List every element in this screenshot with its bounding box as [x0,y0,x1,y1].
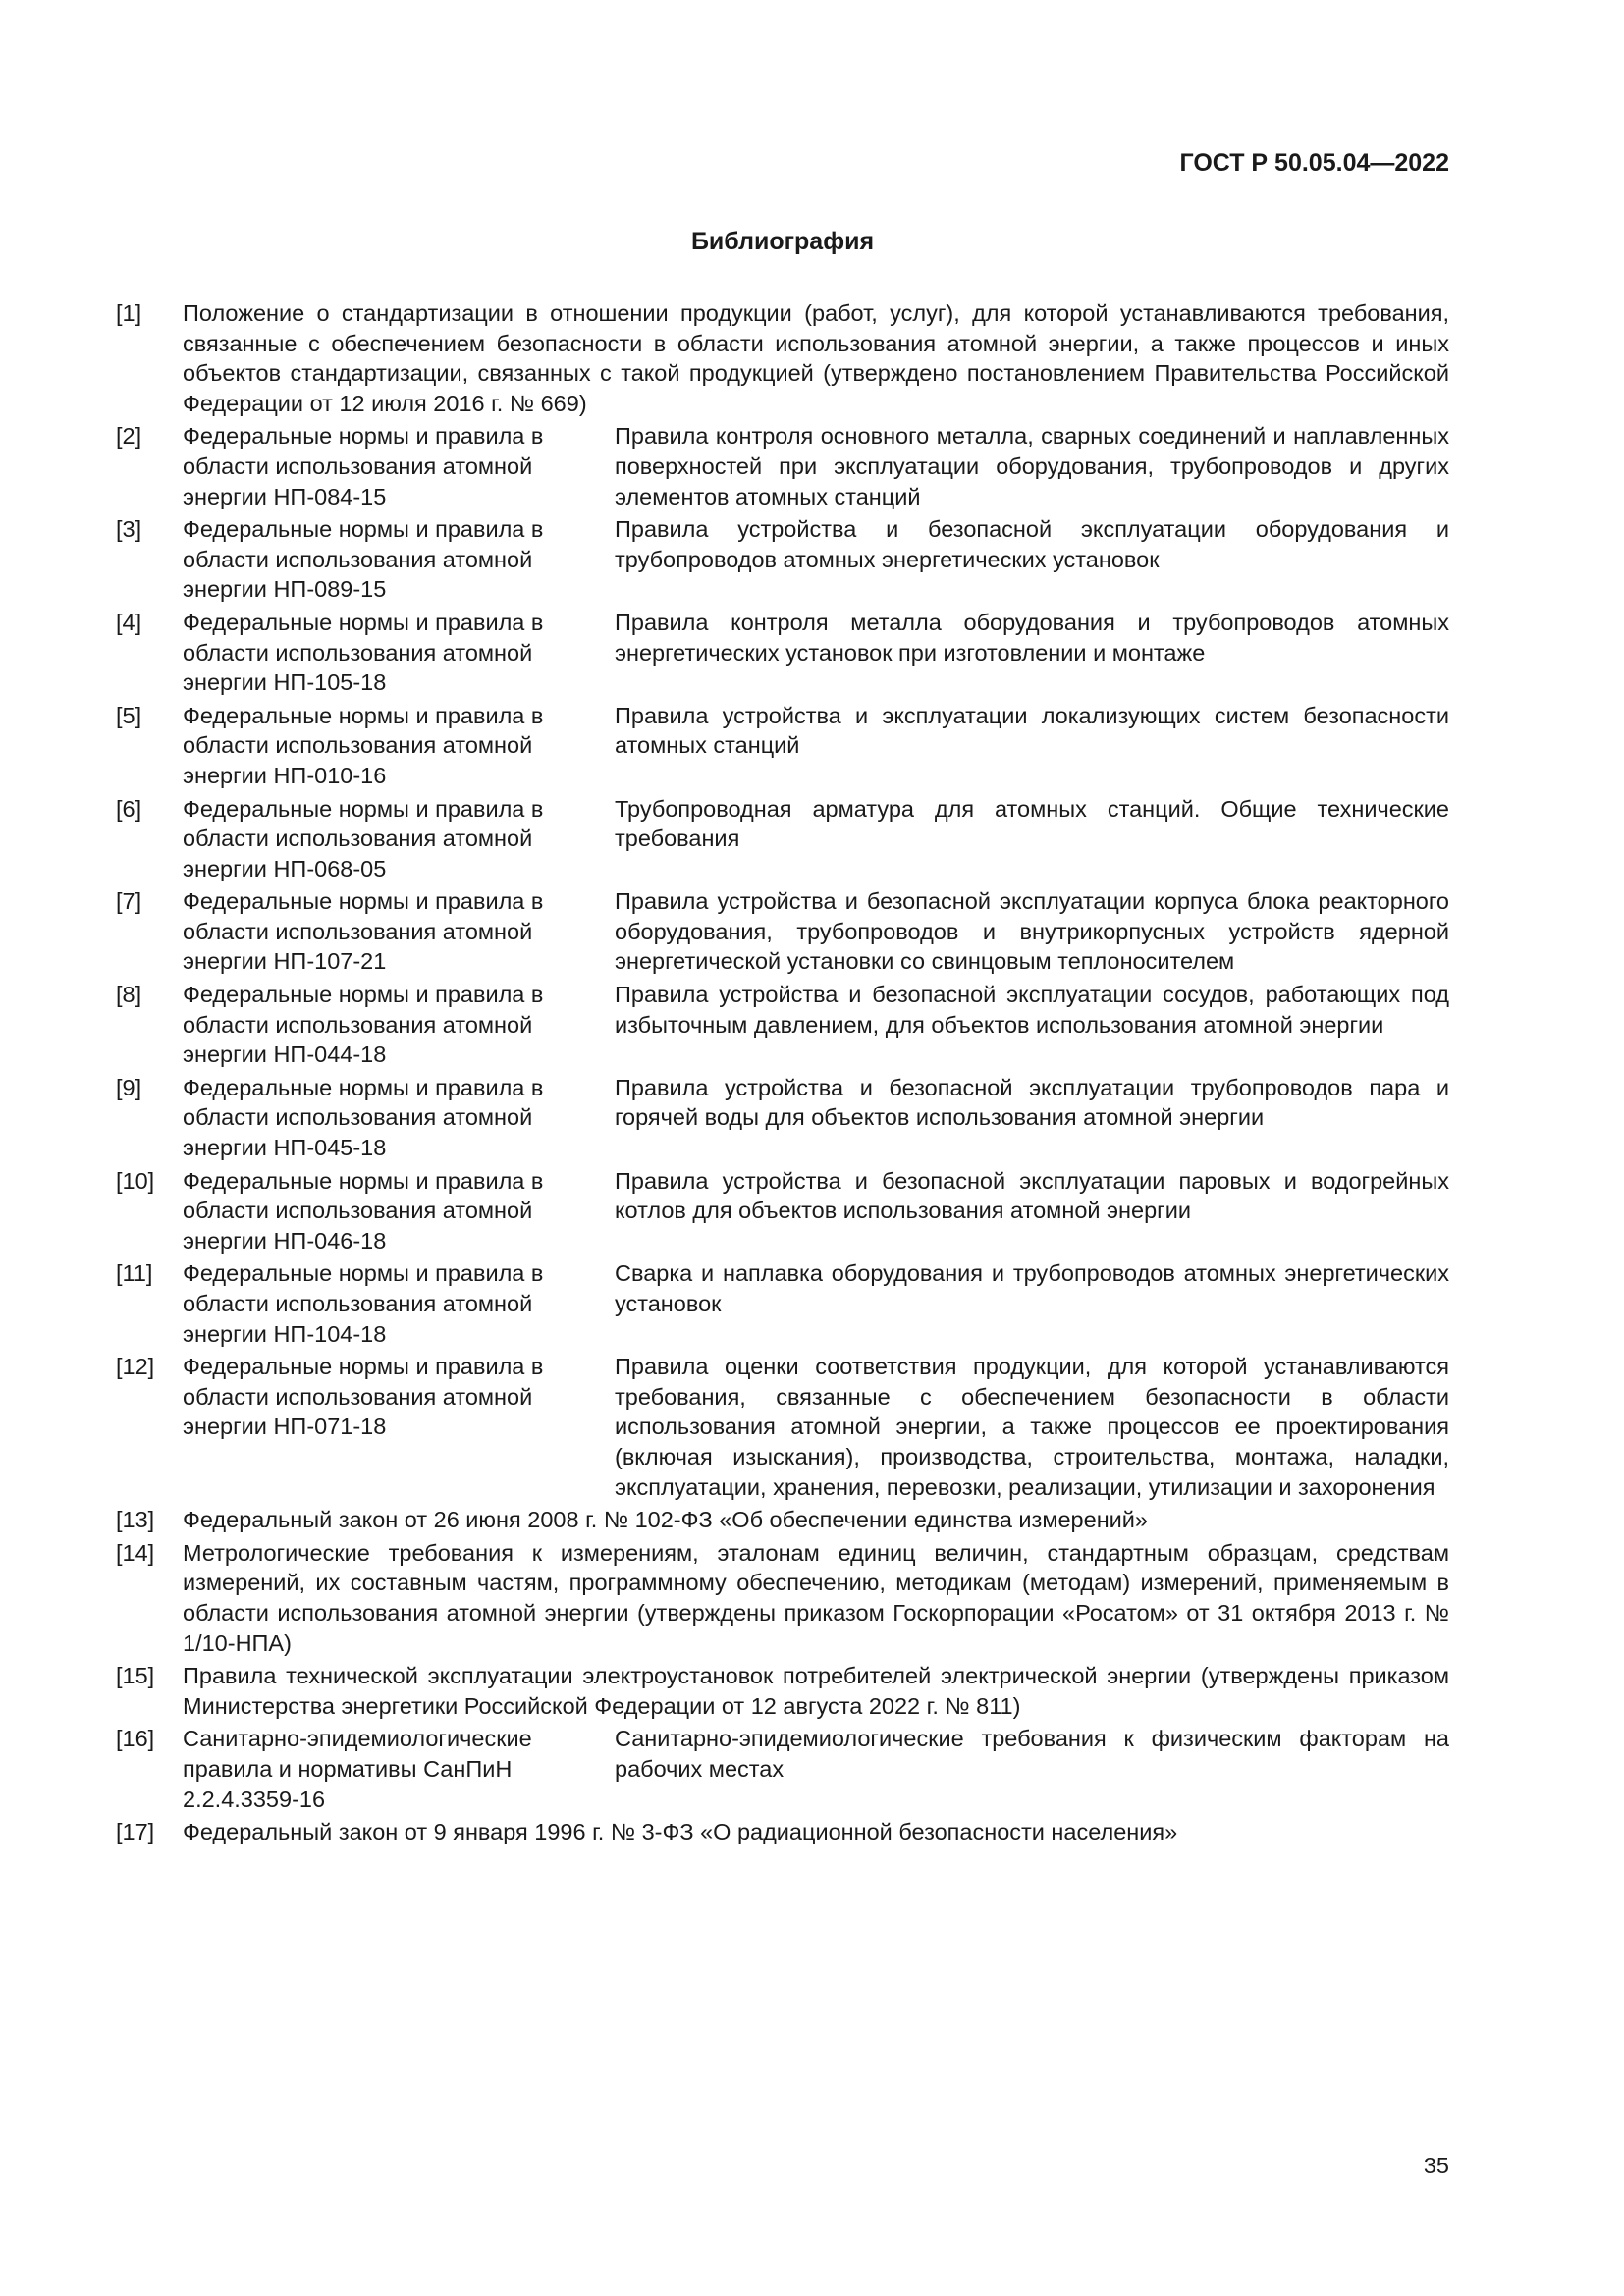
entry-document-title: Федеральные нормы и правила в области использования атомной энергии НП-010-16 [183,702,544,788]
bibliography-entry-7 [116,886,1449,977]
entry-description: Правила контроля металла оборудования и трубопроводов атомных энергетических установок при изготовлении и монтаже [615,609,1449,666]
bibliography-entry-10 [116,1166,1449,1256]
entry-document-title: Федеральные нормы и правила в области использования атомной энергии НП-044-18 [183,982,544,1068]
entry-document-title: Федеральные нормы и правила в области использования атомной энергии НП-084-15 [183,423,544,509]
entry-number: [10] [116,1167,155,1194]
bibliography-entry-11 [116,1258,1449,1349]
page-number: 35 [1423,2153,1449,2178]
entry-document-title: Федеральные нормы и правила в области использования атомной энергии НП-045-18 [183,1074,544,1161]
entry-number: [9] [116,1074,142,1100]
entry-number: [17] [116,1819,155,1845]
bibliography-entry-13 [116,1505,1449,1535]
entry-number: [2] [116,423,142,450]
entry-description: Правила оценки соответствия продукции, для которой устанавливаются требования, связанные с обеспечением безопасности в области использования атомной энергии, а также процессов ее проектирования (включая изыскания), производства, строительства, монтажа, наладки, эксплуатации, хранения, перевозки, реализации, утилизации и захоронения [615,1354,1449,1500]
bibliography-entry-2 [116,421,1449,511]
entry-description: Правила устройства и безопасной эксплуатации паровых и водогрейных котлов для объектов использования атомной энергии [615,1167,1449,1224]
entry-number: [16] [116,1726,155,1752]
entry-number: [12] [116,1354,155,1380]
entry-text: Федеральный закон от 9 января 1996 г. № 3-ФЗ «О радиационной безопасности населения» [183,1819,1178,1845]
entry-description: Правила контроля основного металла, сварных соединений и наплавленных поверхностей при эксплуатации оборудования, трубопроводов и других элементов атомных станций [615,423,1449,509]
entry-document-title: Федеральные нормы и правила в области использования атомной энергии НП-105-18 [183,609,544,696]
bibliography-entry-1 [116,298,1449,418]
bibliography-entry-17 [116,1817,1449,1847]
bibliography-entry-8 [116,980,1449,1070]
entry-document-title: Санитарно-эпидемиологические правила и нормативы СанПиН 2.2.4.3359-16 [183,1726,532,1812]
entry-number: [5] [116,702,142,728]
entry-number: [6] [116,795,142,822]
entry-text: Положение о стандартизации в отношении продукции (работ, услуг), для которой устанавливаются требования, связанные с обеспечением безопасности в области использования атомной энергии, а также процессов и иных объектов стандартизации, связанных с такой продукцией (утверждено постановлением Правительства Российской Федерации от 12 июля 2016 г. № 669) [183,300,1449,416]
entry-document-title: Федеральные нормы и правила в области использования атомной энергии НП-046-18 [183,1167,544,1254]
bibliography-entry-5 [116,701,1449,791]
bibliography-entry-14 [116,1538,1449,1658]
bibliography-entry-9 [116,1073,1449,1163]
entry-text: Федеральный закон от 26 июня 2008 г. № 102-ФЗ «Об обеспечении единства измерений» [183,1507,1148,1533]
entry-document-title: Федеральные нормы и правила в области использования атомной энергии НП-068-05 [183,795,544,881]
entry-description: Сварка и наплавка оборудования и трубопроводов атомных энергетических установок [615,1260,1449,1316]
bibliography-entry-12 [116,1352,1449,1502]
entry-number: [3] [116,516,142,543]
entry-document-title: Федеральные нормы и правила в области использования атомной энергии НП-107-21 [183,888,544,975]
bibliography-entry-3 [116,514,1449,605]
entry-description: Правила устройства и эксплуатации локализующих систем безопасности атомных станций [615,702,1449,759]
standard-designation: ГОСТ Р 50.05.04—2022 [1179,149,1449,177]
entry-number: [1] [116,300,142,326]
entry-description: Трубопроводная арматура для атомных станций. Общие технические требования [615,795,1449,852]
bibliography-entry-16 [116,1724,1449,1814]
entry-text: Правила технической эксплуатации электроустановок потребителей электрической энергии (утверждены приказом Министерства энергетики Российской Федерации от 12 августа 2022 г. № 811) [183,1663,1449,1719]
entry-number: [15] [116,1663,155,1689]
bibliography-list [116,298,1449,1850]
entry-document-title: Федеральные нормы и правила в области использования атомной энергии НП-104-18 [183,1260,544,1347]
entry-number: [13] [116,1507,155,1533]
page-title: Библиография [690,228,875,255]
entry-document-title: Федеральные нормы и правила в области использования атомной энергии НП-089-15 [183,516,544,603]
bibliography-entry-6 [116,794,1449,884]
entry-description: Правила устройства и безопасной эксплуатации сосудов, работающих под избыточным давлением, для объектов использования атомной энергии [615,982,1449,1038]
entry-number: [7] [116,888,142,915]
entry-description: Правила устройства и безопасной эксплуатации трубопроводов пара и горячей воды для объектов использования атомной энергии [615,1074,1449,1131]
entry-description: Правила устройства и безопасной эксплуатации оборудования и трубопроводов атомных энергетических установок [615,516,1449,572]
bibliography-entry-15 [116,1661,1449,1721]
entry-document-title: Федеральные нормы и правила в области использования атомной энергии НП-071-18 [183,1354,544,1440]
bibliography-entry-4 [116,608,1449,698]
entry-text: Метрологические требования к измерениям, эталонам единиц величин, стандартным образцам, средствам измерений, их составным частям, программному обеспечению, методикам (методам) измерений, применяемым в области использования атомной энергии (утверждены приказом Госкорпорации «Росатом» от 31 октября 2013 г. № 1/10-НПА) [183,1539,1449,1656]
entry-number: [8] [116,982,142,1008]
entry-number: [4] [116,609,142,635]
entry-description: Санитарно-эпидемиологические требования к физическим факторам на рабочих местах [615,1726,1449,1782]
entry-number: [11] [116,1260,153,1287]
entry-description: Правила устройства и безопасной эксплуатации корпуса блока реакторного оборудования, трубопроводов и внутрикорпусных устройств ядерной энергетической установки со свинцовым теплоносителем [615,888,1449,975]
entry-number: [14] [116,1539,155,1566]
